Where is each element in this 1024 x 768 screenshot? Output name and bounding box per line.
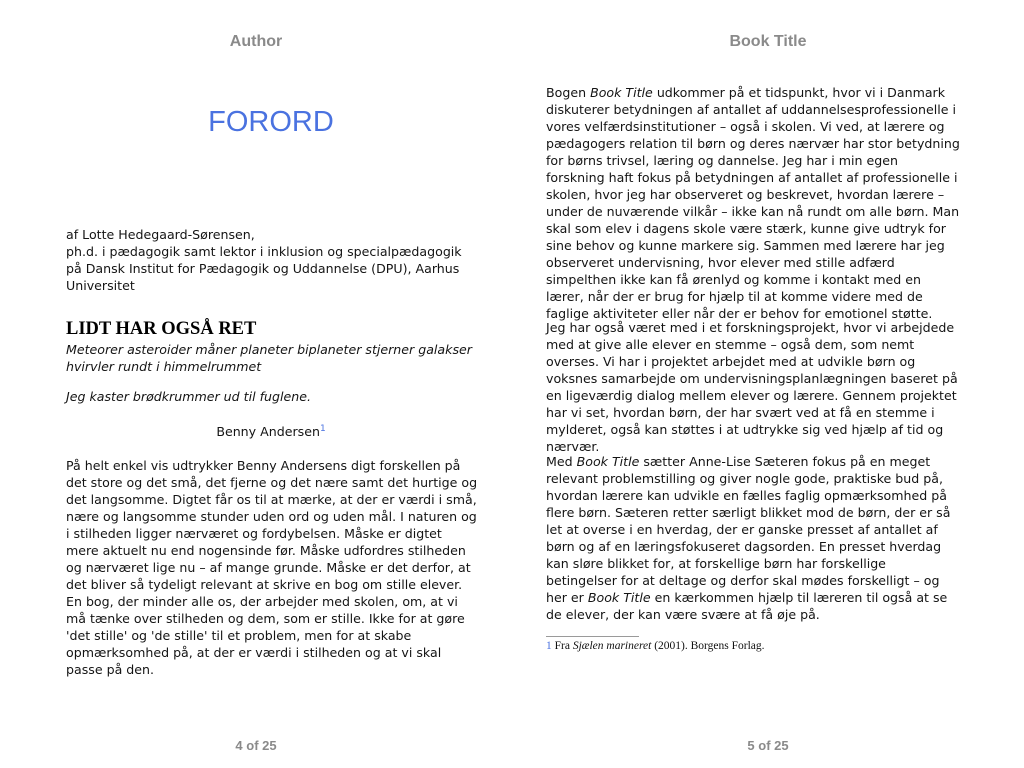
p3-text-c: en kærkommen hjælp til læreren til også at se de elever, der kan være svære at få øje på. — [546, 590, 948, 622]
section-heading: LIDT HAR OGSÅ RET — [66, 319, 257, 339]
foreword-paragraph: På helt enkel vis udtrykker Benny Andersens digt forskellen på det store og det små, det fjerne og det nære samt det hurtige og det langsomme. Digtet får os til at mærke, at der er værdi i små, nære og langsomme stunder uden ord og uden mål. I naturen og i stilheden ligger nærværet og fordybelsen. Måske er digtet mere aktuelt nu end nogensinde før. Måske udfordres stilheden og nærværet lige nu – af mange grunde. Måske er det derfor, at det bliver så tydeligt relevant at skrive en bog om stille elever. En bog, der minder alle os, der arbejder med skolen, om, at vi må tænke over stilheden og dem, som er stille. Ikke for at gøre 'det stille' og 'de stille' til et problem, men for at skabe opmærksomhed på, at der er værdi i stilheden og at vi skal passe på den. — [66, 458, 478, 677]
right-paragraph-3 — [546, 453, 960, 623]
right-paragraph-2: Jeg har også været med i et forskningsprojekt, hvor vi arbejdede med at give alle elever en stemme – også dem, som nemt overses. Vi har i projektet arbejdet med at udvikle børn og voksnes samarbejde om undervisningsplanlægningen baseret på en ligeværdig dialog mellem elever og lærere. Gennem projektet har vi set, hvordan børn, der har svært ved at få en stemme i mylderet, også kan støttes i at udtrykke sig ved hjælp af tid og nærvær. — [546, 320, 958, 454]
p3-text-a: Med — [546, 454, 577, 469]
chapter-title: FORORD — [208, 106, 334, 138]
footnote-text-a: Fra — [551, 640, 573, 652]
p3-text-b: sætter Anne-Lise Sæteren fokus på en meget relevant problemstilling og giver nogle gode, praktiske bud på, hvordan lærere kan udvikle en fælles faglig opmærksomhed på flere børn. Sæteren retter særligt blikket mod de børn, der er så let at overse i en hverdag, der er ganske presset af antallet af børn og af en læringsfokuseret dagsorden. En presset hverdag kan sløre blikket for, at forskellige børn har forskellige betingelser for at deltage og derfor skal mødes forskelligt – og her er — [546, 454, 951, 605]
footnote-text-b: (2001). Borgens Forlag. — [651, 640, 765, 652]
page-number-left: 4 of 25 — [235, 738, 277, 753]
right-paragraph-1 — [546, 84, 960, 322]
running-head-author: Author — [229, 33, 283, 50]
p1-text-a: Bogen — [546, 85, 591, 100]
p3-book-title: Book Title — [576, 454, 640, 469]
footnote-number: 1 — [546, 640, 552, 652]
footnote-source-title: Sjælen marineret — [572, 640, 652, 652]
attribution — [66, 423, 476, 440]
quote-line: Jeg kaster brødkrummer ud til fuglene. — [66, 389, 311, 404]
footnote-reference-link[interactable]: 1 — [319, 423, 326, 434]
p1-text-b: udkommer på et tidspunkt, hvor vi i Danmark diskuterer betydningen af antallet af uddannelsesprofessionelle i vores velfærdsinstitutioner – også i skolen. Vi ved, at lærere og pædagogers relation til børn og deres nærvær har stor betydning for børns trivsel, læring og dannelse. Jeg har i min egen forskning haft fokus på betydningen af antallet af professionelle i skolen, hvor jeg har observeret og beskrevet, hvordan lærere – under de nuværende vilkår – ikke kan nå rundt om alle børn. Man skal som elev i dagens skole være stærk, kunne give udtryk for sine behov og kunne markere sig. Sammen med lærere har jeg observeret undervisning, hvor elever med stille adfærd simpelthen ikke kan få ørenlyd og komme i kontakt med en lærer, når der er brug for hjælp til at komme videre med de faglige aktiviteter eller når der er behov for emotionel støtte. — [546, 85, 960, 321]
footnote — [546, 640, 966, 652]
running-head-book-title: Book Title — [729, 33, 807, 50]
p3-book-title-2: Book Title — [587, 590, 651, 605]
page-number-right: 5 of 25 — [747, 738, 789, 753]
p1-book-title: Book Title — [590, 85, 653, 100]
byline: af Lotte Hedegaard-Sørensen, ph.d. i pædagogik samt lektor i inklusion og specialpædagogik på Dansk Institut for Pædagogik og Uddannelse (DPU), Aarhus Universitet — [66, 227, 462, 293]
epigraph: Meteorer asteroider måner planeter biplaneter stjerner galakser hvirvler rundt i himmelrummet — [66, 342, 472, 374]
footnote-divider — [546, 636, 639, 637]
attribution-name: Benny Andersen — [216, 424, 320, 439]
